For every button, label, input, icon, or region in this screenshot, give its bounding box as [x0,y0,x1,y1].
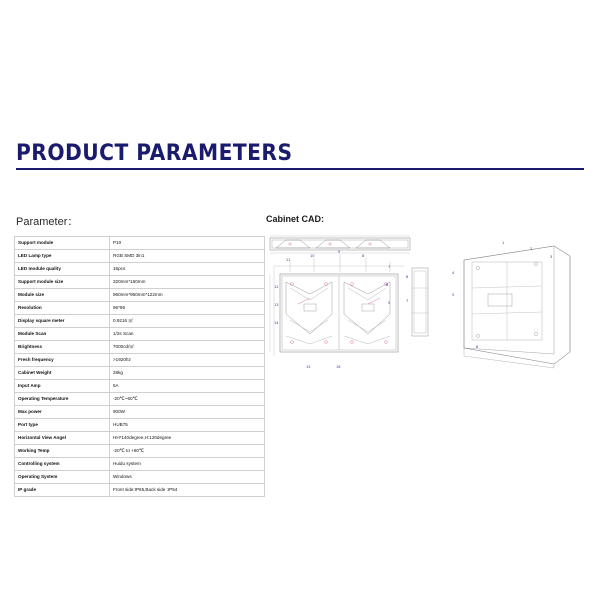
spec-value: 28kg [110,367,265,380]
svg-text:2: 2 [530,247,533,251]
table-row [15,471,265,484]
spec-value: HUB75 [110,419,265,432]
spec-key: Display square meter [15,315,110,328]
table-row [15,432,265,445]
spec-key: Support module [15,237,110,250]
spec-value: Windows [110,471,265,484]
svg-text:10: 10 [310,254,315,258]
table-row [15,263,265,276]
svg-text:12: 12 [274,285,279,289]
svg-text:1: 1 [502,241,505,245]
svg-text:16: 16 [336,365,341,369]
spec-key: Working Temp [15,445,110,458]
spec-value: >1920hz [110,354,265,367]
spec-key: LED module quality [15,263,110,276]
svg-text:14: 14 [274,321,279,325]
svg-text:8: 8 [406,275,409,279]
table-row [15,237,265,250]
svg-text:6: 6 [476,345,479,349]
svg-text:7: 7 [388,265,391,269]
svg-text:7: 7 [406,299,409,303]
cabinet-cad-drawing [262,228,586,398]
spec-key: Resolution [15,302,110,315]
spec-value: 960mm*960mm*122mm [110,289,265,302]
spec-key: Module size [15,289,110,302]
spec-value: 7000cd/㎡ [110,341,265,354]
spec-key: Support module size [15,276,110,289]
spec-value: RGB SMD 3in1 [110,250,265,263]
table-row [15,315,265,328]
spec-key: IP grade [15,484,110,497]
spec-value: 320mm*160mm [110,276,265,289]
table-row [15,484,265,497]
table-row [15,328,265,341]
cabinet-cad-section-label: Cabinet CAD: [266,214,324,224]
table-row [15,445,265,458]
spec-value: 5A [110,380,265,393]
spec-key: Controlling system [15,458,110,471]
spec-key: Fresh frequency [15,354,110,367]
table-row [15,393,265,406]
spec-key: Module Scan [15,328,110,341]
svg-text:5: 5 [388,301,391,305]
table-row [15,406,265,419]
spec-key: Cabinet Weight [15,367,110,380]
table-row [15,354,265,367]
svg-text:3: 3 [550,255,553,259]
svg-text:9: 9 [338,250,341,254]
spec-key: Brightness [15,341,110,354]
table-row [15,250,265,263]
svg-text:15: 15 [306,365,311,369]
spec-value: P10 [110,237,265,250]
spec-key: Operating Temperature [15,393,110,406]
spec-value: 1/2s Scan [110,328,265,341]
svg-text:6: 6 [386,283,389,287]
spec-key: Max power [15,406,110,419]
spec-value: Front side:IP65,Back side :IP54 [110,484,265,497]
spec-key: Input Amp [15,380,110,393]
table-row [15,419,265,432]
svg-text:11: 11 [286,258,291,262]
spec-value: 16pcs [110,263,265,276]
svg-text:13: 13 [274,303,279,307]
spec-value: 0.9216 ㎡ [110,315,265,328]
spec-key: Port type [15,419,110,432]
specification-table [14,236,265,497]
spec-key: Operating System [15,471,110,484]
page-title: PRODUCT PARAMETERS [16,141,293,166]
table-row [15,302,265,315]
table-row [15,289,265,302]
spec-value: 900W [110,406,265,419]
spec-value: 96*96 [110,302,265,315]
spec-key: LED Lamp type [15,250,110,263]
table-row [15,276,265,289]
table-row [15,367,265,380]
spec-key: Horizontal View Angel [15,432,110,445]
svg-text:4: 4 [452,271,455,275]
table-row [15,380,265,393]
svg-text:8: 8 [362,254,365,258]
table-row [15,458,265,471]
spec-value: -20℃ to +60℃ [110,445,265,458]
spec-value: Huidu system [110,458,265,471]
svg-text:5: 5 [452,293,455,297]
spec-value: HH*140degree,H:120degree [110,432,265,445]
title-divider [16,168,584,170]
table-row [15,341,265,354]
spec-value: -20℃~60℃ [110,393,265,406]
parameter-section-label: Parameter： [16,216,79,228]
